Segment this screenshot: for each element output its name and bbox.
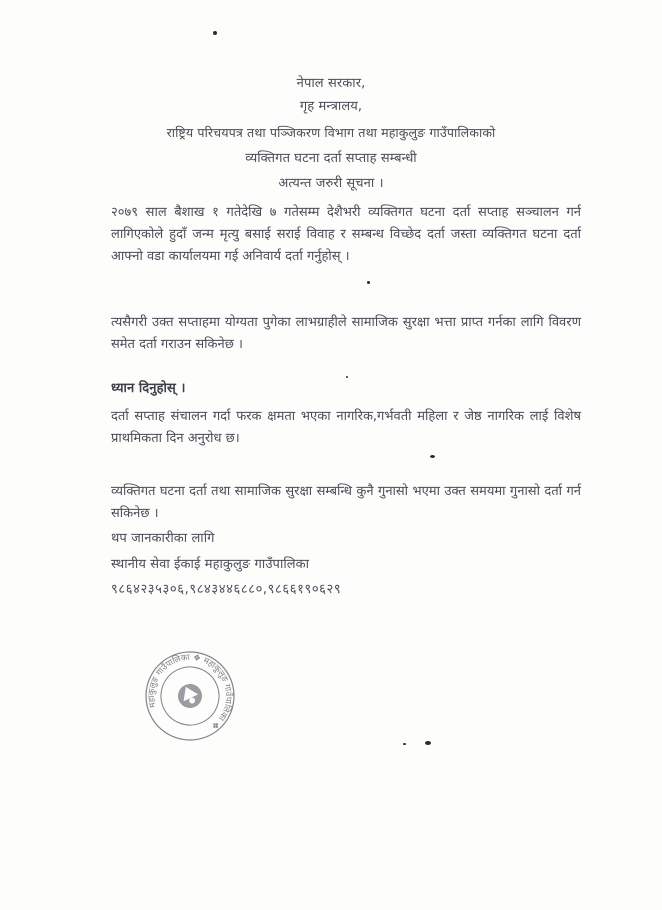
scan-speck — [430, 455, 435, 458]
scan-speck — [425, 741, 431, 745]
office-name: स्थानीय सेवा ईकाई महाकुलुङ गाउँपालिका — [111, 557, 310, 572]
header-ministry: गृह मन्त्रालय, — [299, 99, 363, 114]
office-seal — [142, 648, 238, 744]
paragraph-complaint: व्यक्तिगत घटना दर्ता तथा सामाजिक सुरक्षा सम्बन्धि कुनै गुनासो भएमा उक्त समयमा गुनासो दर्ता गर्न सकिनेछ । — [111, 484, 581, 521]
header-subject: व्यक्तिगत घटना दर्ता सप्ताह सम्बन्धी — [245, 151, 417, 166]
attention-heading: ध्यान दिनुहोस् । — [111, 381, 186, 396]
paragraph-priority: दर्ता सप्ताह संचालन गर्दा फरक क्षमता भएका नागरिक,गर्भवती महिला र जेष्ठ नागरिक लाई विशेष प्राथमिकता दिन अनुरोध छ। — [111, 409, 581, 446]
paragraph-registration-week: २०७९ साल बैशाख १ गतेदेखि ७ गतेसम्म देशैभरी व्यक्तिगत घटना दर्ता सप्ताह सञ्चालन गर्न लागिएकोले हुदाँ जन्म मृत्यु बसाई सराई विवाह र सम्बन्ध विच्छेद दर्ता जस्ता व्यक्तिगत घटना दर्ता आफ्नो वडा कार्यालयमा गई अनिवार्य दर्ता गर्नुहोस् । — [111, 205, 581, 264]
more-info-label: थप जानकारीका लागि — [111, 531, 215, 546]
notice-title: अत्यन्त जरुरी सूचना । — [278, 176, 384, 191]
scan-speck — [403, 743, 406, 745]
header-department: राष्ट्रिय परिचयपत्र तथा पञ्जिकरण विभाग तथा महाकुलुङ गाउँपालिकाको — [166, 125, 496, 140]
paragraph-social-security: त्यसैगरी उक्त सप्ताहमा योग्यता पुगेका लाभग्राहीले सामाजिक सुरक्षा भत्ता प्राप्त गर्नका लागि विवरण समेत दर्ता गराउन सकिनेछ । — [111, 315, 581, 352]
header-government: नेपाल सरकार, — [296, 76, 366, 91]
scan-speck — [346, 376, 348, 378]
scan-speck — [367, 281, 370, 284]
svg-text:महाकुलुङ गाउँपालिका ❖ महाकुलुङ: महाकुलुङ गाउँपालिका ❖ महाकुलुङ गाउँपालिका ❖ — [146, 652, 234, 731]
scan-speck — [213, 31, 217, 35]
phone-numbers: ९८६४२३५३०६,९८४३४४६८८०,९८६६१९०६२९ — [111, 582, 342, 597]
